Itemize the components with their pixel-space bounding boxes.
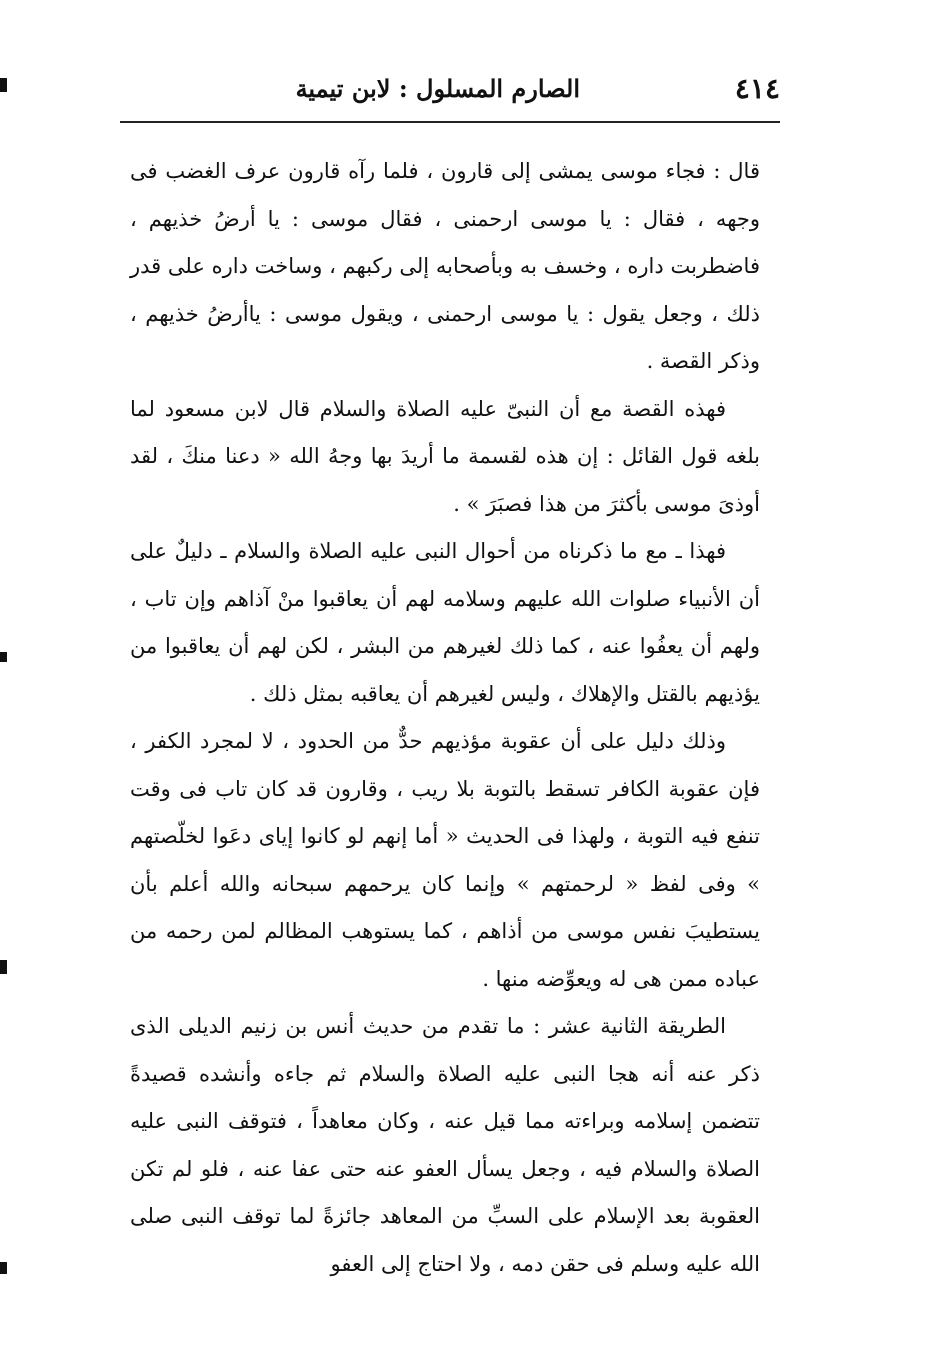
page-header <box>120 68 780 118</box>
paragraph: وذلك دليل على أن عقوبة مؤذيهم حدٌّ من الحدود ، لا لمجرد الكفر ، فإن عقوبة الكافر تسقط بالتوبة بلا ريب ، وقارون قد كان تاب فى وقت تنفع فيه التوبة ، ولهذا فى الحديث « أما إنهم لو كانوا إياى دعَوا لخلّصتهم » وفى لفظ « لرحمتهم » وإنما كان يرحمهم سبحانه والله أعلم بأن يستطيبَ نفس موسى من أذاهم ، كما يستوهب المظالم لمن رحمه من عباده ممن هى له ويعوِّضه منها . <box>130 729 760 991</box>
paragraph: الطريقة الثانية عشر : ما تقدم من حديث أنس بن زنيم الديلى الذى ذكر عنه أنه هجا النبى عليه الصلاة والسلام ثم جاءه وأنشده قصيدةً تتضمن إسلامه وبراءته مما قيل عنه ، وكان معاهداً ، فتوقف النبى عليه الصلاة والسلام فيه ، وجعل يسأل العفو عنه حتى عفا عنه ، فلو لم تكن العقوبة بعد الإسلام على السبِّ من المعاهد جائزةً لما توقف النبى صلى الله عليه وسلم فى حقن دمه ، ولا احتاج إلى العفو <box>130 1014 761 1276</box>
scan-edge-mark <box>0 78 7 92</box>
header-rule <box>120 121 780 123</box>
running-title: الصارم المسلول : لابن تيمية <box>295 74 580 103</box>
scan-edge-mark <box>0 652 7 662</box>
paragraph: فهذه القصة مع أن النبىّ عليه الصلاة والسلام قال لابن مسعود لما بلغه قول القائل : إن هذه لقسمة ما أريدَ بها وجهُ الله « دعنا منكَ ، لقد أوذىَ موسى بأكثرَ من هذا فصبَرَ » . <box>130 396 760 516</box>
page-number: ٤١٤ <box>734 72 780 105</box>
main-text <box>130 148 760 1288</box>
scan-edge-mark <box>0 960 7 974</box>
scan-edge-mark <box>0 1262 7 1274</box>
paragraph: فهذا ـ مع ما ذكرناه من أحوال النبى عليه الصلاة والسلام ـ دليلٌ على أن الأنبياء صلوات الله عليهم وسلامه لهم أن يعاقبوا منْ آذاهم وإن تاب ، ولهم أن يعفُوا عنه ، كما ذلك لغيرهم من البشر ، لكن لهم أن يعاقبوا من يؤذيهم بالقتل والإهلاك ، وليس لغيرهم أن يعاقبه بمثل ذلك . <box>130 539 760 706</box>
paragraph: قال : فجاء موسى يمشى إلى قارون ، فلما رآه قارون عرف الغضب فى وجهه ، فقال : يا موسى ارحمنى ، فقال موسى : يا أرضُ خذيهم ، فاضطربت داره ، وخسف به وبأصحابه إلى ركبهم ، وساخت داره على قدر ذلك ، وجعل يقول : يا موسى ارحمنى ، ويقول موسى : ياأرضُ خذيهم ، وذكر القصة . <box>130 159 760 373</box>
